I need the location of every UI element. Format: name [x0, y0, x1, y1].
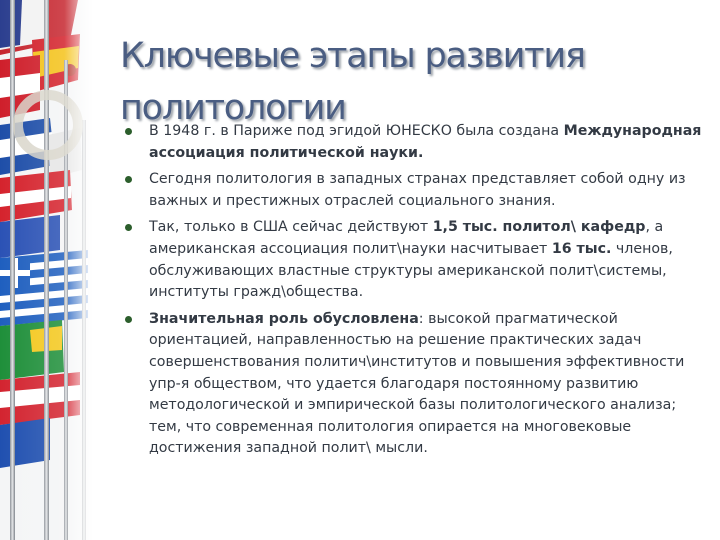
- slide-title-line-2: политологии: [120, 88, 346, 128]
- bullet-item: [120, 121, 705, 164]
- bullet-text: членов, обслуживающих властные структуры американской полит\системы, институты гражд\общества.: [149, 240, 673, 301]
- bullet-list: [120, 121, 705, 465]
- slide-title: [120, 30, 700, 134]
- bullet-bold-text: 1,5 тыс. политол\ кафедр: [432, 219, 646, 236]
- bullet-text: Так, только в США сейчас действуют: [149, 219, 433, 236]
- bullet-text: Сегодня политология в западных странах представляет собой одну из важных и престижных отраслей социального знания.: [149, 171, 686, 209]
- bullet-bold-text: 16 тыс.: [551, 240, 612, 257]
- bullet-item: [120, 309, 705, 460]
- bullet-text: В 1948 г. в Париже под эгидой ЮНЕСКО была создана: [149, 123, 564, 139]
- bullet-icon: [125, 316, 132, 323]
- bullet-icon: [125, 128, 132, 135]
- bullet-text: : высокой прагматической ориентацией, направленностью на решение практических задач совершенствования политич\институтов и повышения эффективности упр-я обществом, что удается благодаря постоянному развитию методологической и эмпирической базы политологического анализа; тем, что современная политология опирается на многовековые достижения западной полит\ мысли.: [149, 310, 685, 457]
- bullet-bold-text: Международная ассоциация политической науки.: [149, 123, 702, 161]
- flags-image: [0, 0, 92, 540]
- bullet-icon: [125, 224, 132, 231]
- bullet-icon: [125, 176, 132, 183]
- bullet-bold-text: Значительная роль обусловлена: [149, 310, 419, 327]
- bullet-item: [120, 169, 705, 212]
- bullet-item: [120, 217, 705, 303]
- slide-title-line-1: Ключевые этапы развития: [120, 36, 585, 76]
- bullet-text: , а американская ассоциация полит\науки насчитывает: [149, 219, 664, 257]
